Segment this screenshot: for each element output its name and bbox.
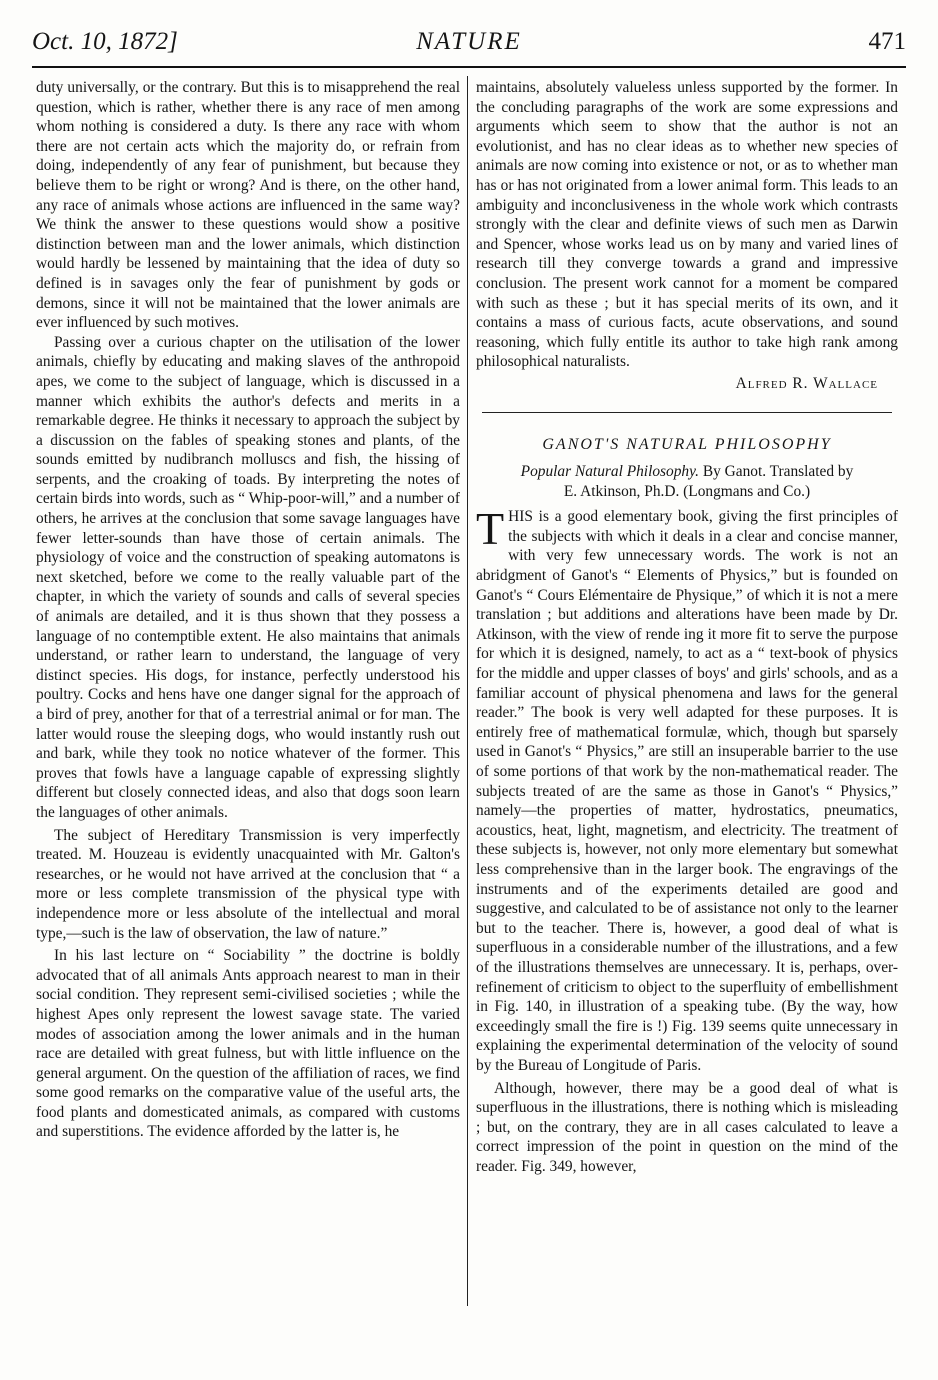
right-column bbox=[476, 78, 898, 1176]
book-citation bbox=[476, 462, 898, 501]
drop-cap: T bbox=[476, 503, 505, 555]
journal-title: NATURE bbox=[416, 28, 522, 55]
paragraph: The subject of Hereditary Transmission is very imperfectly treated. M. Houzeau is evidently unacquainted with Mr. Galton's researches, or he would not have arrived at the conclusion that “ a more or less complete transmission of the physical type with independence more or less absolute of the intellectual and moral type,—such is the law of observation, the law of nature.” bbox=[36, 826, 460, 942]
page-header bbox=[32, 28, 906, 62]
paragraph: In his last lecture on “ Sociability ” the doctrine is boldly advocated that of all animals Ants approach nearest to man in their social condition. They represent semi-civilised societies ; while the highest Apes only represent the lowest savage state. The varied modes of association among the lower animals and in the human race are detailed with great fulness, but with little influence on the general argument. On the question of the affiliation of races, we find some good remarks on the comparative value of the useful arts, the food plants and domesticated animals, as compared with customs and superstitions. The evidence afforded by the latter is, he bbox=[36, 947, 460, 1141]
section-separator bbox=[482, 412, 892, 413]
book-title: Popular Natural Philosophy. bbox=[520, 463, 699, 481]
issue-date: Oct. 10, 1872] bbox=[32, 28, 178, 55]
paragraph: maintains, absolutely valueless unless supported by the former. In the concluding paragraphs of the work are some expressions and arguments which seem to show that the author is not an evolutionist, and has no clear ideas as to whether new species of animals are now coming into existence or not, or as to whether man has or has not originated from a lower animal form. This leads to an ambiguity and inconclusiveness in the whole work which contrasts strongly with the clear and definite views of such men as Darwin and Spencer, whose works lead us on by many and varied lines of research till they converge towards a grand and impressive conclusion. The present work cannot for a moment be compared with such as these ; but it has special merits of its own, and it contains a mass of curious facts, acute observations, and sound reasoning, which fully entitle its author to take high rank among philosophical naturalists. bbox=[476, 79, 898, 371]
book-publisher: E. Atkinson, Ph.D. (Longmans and Co.) bbox=[563, 482, 811, 500]
page-number: 471 bbox=[868, 28, 906, 55]
review-paragraph bbox=[476, 503, 898, 1075]
header-rule bbox=[32, 66, 906, 68]
paragraph: Passing over a curious chapter on the utilisation of the lower animals, chiefly by educating and making slaves of the anthropoid apes, we come to the subject of language, which is discussed in a manner which exhibits the author's defects and merits in a remarkable degree. He thinks it necessary to approach the subject by a discussion on the fables of speaking stones and plants, of the sounds emitted by nudibranch molluscs and fish, the hissing of serpents, and the croaking of toads. By interpreting the notes of certain birds into words, such as “ Whip-poor-will,” and a number of others, he arrives at the conclusion that some savage languages have fewer letter-sounds than have those of certain animals. The physiology of voice and the construction of speaking automatons is next sketched, before we come to the really valuable part of the chapter, in which the variety of sounds and calls of several species of animals are detailed, and it is thus shown that they possess a language of no contemptible extent. He also maintains that animals understand, or rather learn to understand, the language of very distinct species. His dogs, for instance, perfectly understood his poultry. Cocks and hens have one danger signal for the approach of a bird of prey, another for that of a terrestrial animal or for man. The latter would rouse the sleeping dogs, who would instantly rush out and bark, while they took no notice whatever of the former. This proves that fowls have a language capable of expressing slightly different but closely connected ideas, and also that dogs soon learn the languages of other animals. bbox=[36, 333, 460, 821]
author-signature: Alfred R. Wallace bbox=[735, 374, 878, 392]
column-divider bbox=[467, 76, 468, 1306]
paragraph: Although, however, there may be a good deal of what is superfluous in the illustrations, there is nothing which is misleading ; but, on the contrary, they are in all cases calculated to leave a correct impression of the point in question on the mind of the reader. Fig. 349, however, bbox=[476, 1079, 898, 1175]
section-title: GANOT'S NATURAL PHILOSOPHY bbox=[542, 435, 832, 453]
review-text: HIS is a good elementary book, giving the first principles of the subjects with which it deals in a clear and concise manner, with very few unnecessary words. The work is not an abridgment of Ganot's “ Elements of Physics,” but is founded on Ganot's “ Cours Elémentaire de Physique,” of which it is not a mere translation ; but additions and alterations have been made by Dr. Atkinson, with the view of rende ing it more fit to serve the purpose for which it is designed, namely, to act as a “ text-book of physics for the middle and upper classes of boys' and girls' schools, and as a familiar account of physical phenomena and laws for the general reader.” The book is very well adapted for these purposes. It is entirely free of mathematical formulæ, which, though but sparsely used in Ganot's “ Physics,” are still an insuperable barrier to the use of some portions of that work by the non-mathematical reader. The subjects treated of are the same as those in Ganot's “ Physics,” namely—the properties of matter, hydrostatics, pneumatics, acoustics, heat, light, magnetism, and electricity. The treatment of these subjects is, however, not only more elementary but somewhat less comprehensive than in the larger book. The engravings of the instruments and of the experiments detailed are good and suggestive, and calculated to be of assistance not only to the learner but to the teacher. There is, however, a good deal of what is superfluous in a considerable number of the illustrations, and a few of the illustrations themselves are unnecessary. It is, perhaps, over-refinement of criticism to object to the superfluity of embellishment in Fig. 140, in illustration of a speaking tube. (By the way, how exceedingly small the fire is !) Fig. 139 seems quite unnecessary in explaining the experimental determination of the velocity of sound by the Bureau of Longitude of Paris. bbox=[476, 508, 898, 1074]
left-column bbox=[36, 78, 460, 1142]
paragraph: duty universally, or the contrary. But this is to misapprehend the real question, which is rather, whether there is any race of men among whom nothing is considered a duty. Is there any race with whom there are not certain acts which the majority do, or refrain from doing, independently of any fear of punishment, but because they believe them to be right or wrong? And is there, on the other hand, any race of animals whose actions are influenced in the same way? We think the answer to these questions would show a positive distinction between man and the lower animals, which distinction would hardly be lessened by maintaining that the idea of duty so defined is in savages only the fear of punishment by gods or demons, since it will not be maintained that the lower animals are ever influenced by such motives. bbox=[36, 79, 460, 332]
book-author: By Ganot. Translated by bbox=[698, 463, 854, 481]
